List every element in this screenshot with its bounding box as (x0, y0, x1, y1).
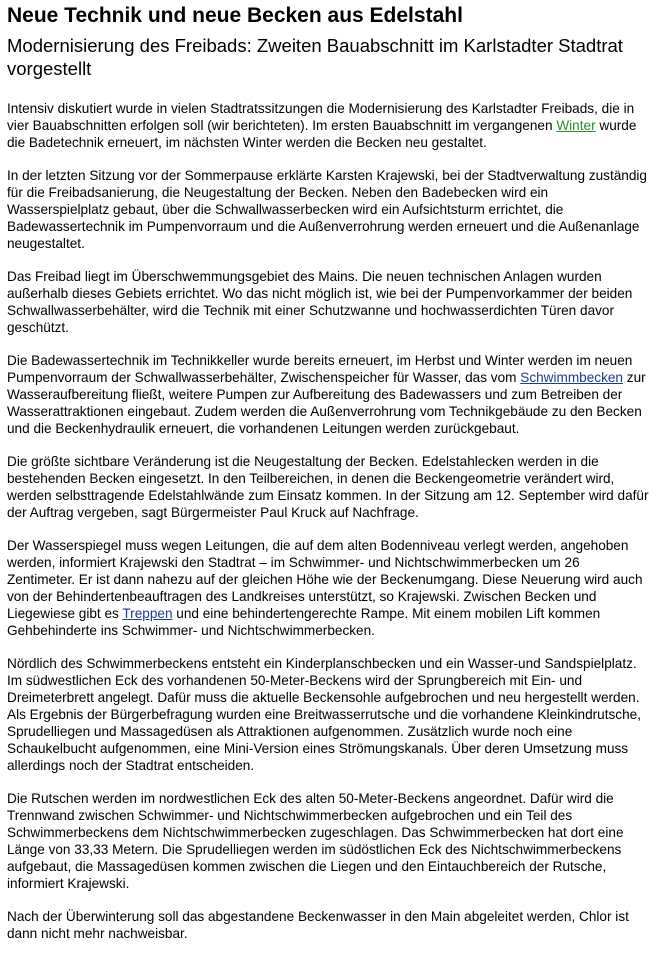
winter-link[interactable]: Winter (556, 118, 596, 133)
paragraph-4 (7, 352, 651, 437)
paragraph-text: Der Wasserspiegel muss wegen Leitungen, die auf dem alten Bodenniveau verlegt werden, angehoben werden, informiert Krajewski den Stadtrat – im Schwimmer- und Nichtschwimmerbecken um 26 Zentimeter. Er ist dann nahezu auf der gleichen Höhe wie der Beckenumgang. Diese Neuerung wird auch von der Behindertenbeauftragen des Landkreises unterstützt, so Krajewski. Zwischen Becken und Liegewiese gibt es (7, 538, 643, 621)
schwimmbecken-link[interactable]: Schwimmbecken (520, 370, 623, 385)
paragraph-7: Nördlich des Schwimmerbeckens entsteht ein Kinderplanschbecken und ein Wasser-und Sandspielplatz. Im südwestlichen Eck des vorhandenen 50-Meter-Beckens wird der Sprungbereich mit Ein- und Dreimeterbrett angelegt. Dafür muss die aktuelle Beckensohle aufgebrochen und neu hergestellt werden. Als Ergebnis der Bürgerbefragung wurden eine Breitwasserrutsche und die vorhandene Kleinkindrutsche, Sprudelliegen und Massagedüsen als Attraktionen aufgenommen. Zusätzlich wurde noch eine Schaukelbucht aufgenommen, eine Mini-Version eines Strömungskanals. Über deren Umsetzung muss allerdings noch der Stadtrat entscheiden. (7, 656, 641, 773)
paragraph-3: Das Freibad liegt im Überschwemmungsgebiet des Mains. Die neuen technischen Anlagen wurden außerhalb dieses Gebiets errichtet. Wo das nicht möglich ist, wie bei der Pumpenvorkammer der beiden Schwallwasserbehälter, wird die Technik mit einer Schutzwanne und hochwasserdichten Türen davor geschützt. (7, 269, 633, 335)
article-subtitle: Modernisierung des Freibads: Zweiten Bauabschnitt im Karlstadter Stadtrat vorgestellt (7, 35, 623, 79)
paragraph-6 (7, 537, 651, 639)
paragraph-text: Intensiv diskutiert wurde in vielen Stadtratssitzungen die Modernisierung des Karlstadter Freibads, die in vier Bauabschnitten erfolgen soll (wir berichteten). Im ersten Bauabschnitt im vergangenen (7, 101, 635, 133)
treppen-link[interactable]: Treppen (122, 606, 173, 621)
article-title: Neue Technik und neue Becken aus Edelstahl (7, 4, 463, 27)
paragraph-8: Die Rutschen werden im nordwestlichen Eck des alten 50-Meter-Beckens angeordnet. Dafür wird die Trennwand zwischen Schwimmer- und Nichtschwimmerbecken aufgebrochen und ein Teil des Schwimmerbeckens dem Nichtschwimmerbecken zugeschlagen. Das Schwimmerbecken hat dort eine Länge von 33,33 Metern. Die Sprudelliegen werden im südöstlichen Eck des Nichtschwimmerbeckens aufgebaut, die Massagedüsen kommen zwischen die Liegen und den Eintauchbereich der Rutsche, informiert Krajewski. (7, 791, 624, 891)
paragraph-text: zur Wasseraufbereitung fließt, weitere Pumpen zur Aufbereitung des Badewassers und zum Betreiben der Wasserattraktionen eingebaut. Zudem werden die Außenverrohrung vom Technikgebäude zu den Becken und die Beckenhydraulik erneuert, die vorhandenen Leitungen werden zurückgebaut. (7, 370, 646, 436)
paragraph-9: Nach der Überwinterung soll das abgestandene Beckenwasser in den Main abgeleitet werden, Chlor ist dann nicht mehr nachweisbar. (7, 909, 629, 941)
paragraph-1 (7, 100, 651, 151)
paragraph-text: wurde die Badetechnik erneuert, im nächsten Winter werden die Becken neu gestaltet. (7, 118, 637, 150)
paragraph-text: Die Badewassertechnik im Technikkeller wurde bereits erneuert, im Herbst und Winter werden im neuen Pumpenvorraum der Schwallwasserbehälter, Zwischenspeicher für Wasser, das vom (7, 353, 633, 385)
paragraph-2: In der letzten Sitzung vor der Sommerpause erklärte Karsten Krajewski, bei der Stadtverwaltung zuständig für die Freibadsanierung, die Neugestaltung der Becken. Neben den Badebecken wird ein Wasserspielplatz gebaut, über die Schwallwasserbecken wird ein Aufsichtsturm errichtet, die Badewassertechnik im Pumpenvorraum und die Außenverrohrung werden erneuert und die Außenanlage neugestaltet. (7, 168, 647, 251)
paragraph-5: Die größte sichtbare Veränderung ist die Neugestaltung der Becken. Edelstahlecken werden in die bestehenden Becken eingesetzt. In den Teilbereichen, in denen die Beckengeometrie verändert wird, werden selbsttragende Edelstahlwände zum Einsatz kommen. In der Sitzung am 12. September wird dafür der Auftrag vergeben, sagt Bürgermeister Paul Kruck auf Nachfrage. (7, 454, 649, 520)
paragraph-text: und eine behindertengerechte Rampe. Mit einem mobilen Lift kommen Gehbehinderte ins Schwimmer- und Nichtschwimmerbecken. (7, 606, 601, 638)
